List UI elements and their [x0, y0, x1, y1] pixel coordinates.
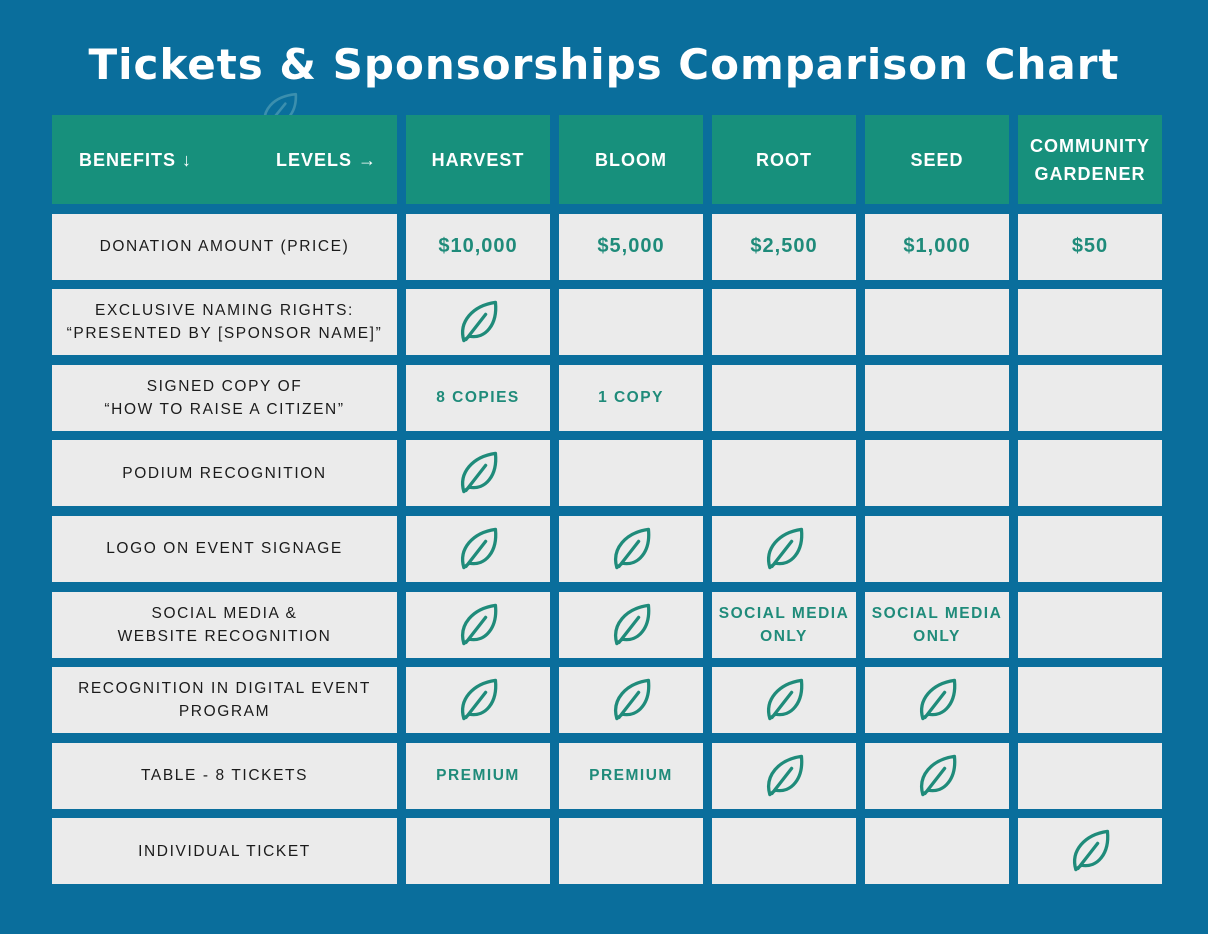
level-header-community-gardener: COMMUNITY GARDENER — [1018, 115, 1162, 204]
benefit-value-harvest: 8 COPIES — [406, 365, 550, 431]
benefit-value-root: SOCIAL MEDIA ONLY — [712, 592, 856, 658]
empty-cell — [559, 289, 703, 355]
benefit-label: SOCIAL MEDIA & WEBSITE RECOGNITION — [52, 592, 397, 658]
empty-cell — [865, 440, 1009, 506]
empty-cell — [865, 289, 1009, 355]
empty-cell — [1018, 516, 1162, 582]
price-row-label: DONATION AMOUNT (PRICE) — [52, 214, 397, 280]
empty-cell — [1018, 289, 1162, 355]
benefit-label: RECOGNITION IN DIGITAL EVENT PROGRAM — [52, 667, 397, 733]
empty-cell — [865, 365, 1009, 431]
benefit-value-seed: SOCIAL MEDIA ONLY — [865, 592, 1009, 658]
leaf-icon — [406, 289, 550, 355]
leaf-icon — [559, 516, 703, 582]
leaf-icon — [406, 592, 550, 658]
leaf-icon — [712, 667, 856, 733]
empty-cell — [559, 440, 703, 506]
empty-cell — [559, 818, 703, 884]
benefit-value-bloom: PREMIUM — [559, 743, 703, 809]
empty-cell — [1018, 365, 1162, 431]
benefits-label: BENEFITS ↓ — [79, 149, 193, 170]
leaf-icon — [1018, 818, 1162, 884]
empty-cell — [712, 365, 856, 431]
level-header-harvest: HARVEST — [406, 115, 550, 204]
price-harvest: $10,000 — [406, 214, 550, 280]
empty-cell — [865, 818, 1009, 884]
empty-cell — [712, 818, 856, 884]
leaf-icon — [712, 743, 856, 809]
leaf-icon — [865, 667, 1009, 733]
leaf-icon — [559, 592, 703, 658]
price-community-gardener: $50 — [1018, 214, 1162, 280]
benefit-label: PODIUM RECOGNITION — [52, 440, 397, 506]
empty-cell — [406, 818, 550, 884]
price-seed: $1,000 — [865, 214, 1009, 280]
leaf-icon — [865, 743, 1009, 809]
level-header-bloom: BLOOM — [559, 115, 703, 204]
benefit-value-bloom: 1 COPY — [559, 365, 703, 431]
level-header-seed: SEED — [865, 115, 1009, 204]
leaf-icon — [406, 667, 550, 733]
benefit-value-harvest: PREMIUM — [406, 743, 550, 809]
empty-cell — [865, 516, 1009, 582]
price-root: $2,500 — [712, 214, 856, 280]
empty-cell — [1018, 592, 1162, 658]
benefit-label: EXCLUSIVE NAMING RIGHTS: “PRESENTED BY [SPONSOR NAME]” — [52, 289, 397, 355]
benefit-label: SIGNED COPY OF “HOW TO RAISE A CITIZEN” — [52, 365, 397, 431]
comparison-table — [52, 115, 1162, 884]
leaf-icon — [559, 667, 703, 733]
benefit-label: TABLE - 8 TICKETS — [52, 743, 397, 809]
benefit-label: LOGO ON EVENT SIGNAGE — [52, 516, 397, 582]
empty-cell — [1018, 440, 1162, 506]
page-title: Tickets & Sponsorships Comparison Chart — [88, 40, 1120, 89]
empty-cell — [712, 289, 856, 355]
header-benefits-levels — [52, 115, 397, 204]
empty-cell — [1018, 667, 1162, 733]
empty-cell — [712, 440, 856, 506]
price-bloom: $5,000 — [559, 214, 703, 280]
leaf-icon — [406, 516, 550, 582]
leaf-icon — [406, 440, 550, 506]
empty-cell — [1018, 743, 1162, 809]
levels-label: LEVELS → — [275, 149, 377, 170]
leaf-icon — [712, 516, 856, 582]
benefit-label: INDIVIDUAL TICKET — [52, 818, 397, 884]
level-header-root: ROOT — [712, 115, 856, 204]
